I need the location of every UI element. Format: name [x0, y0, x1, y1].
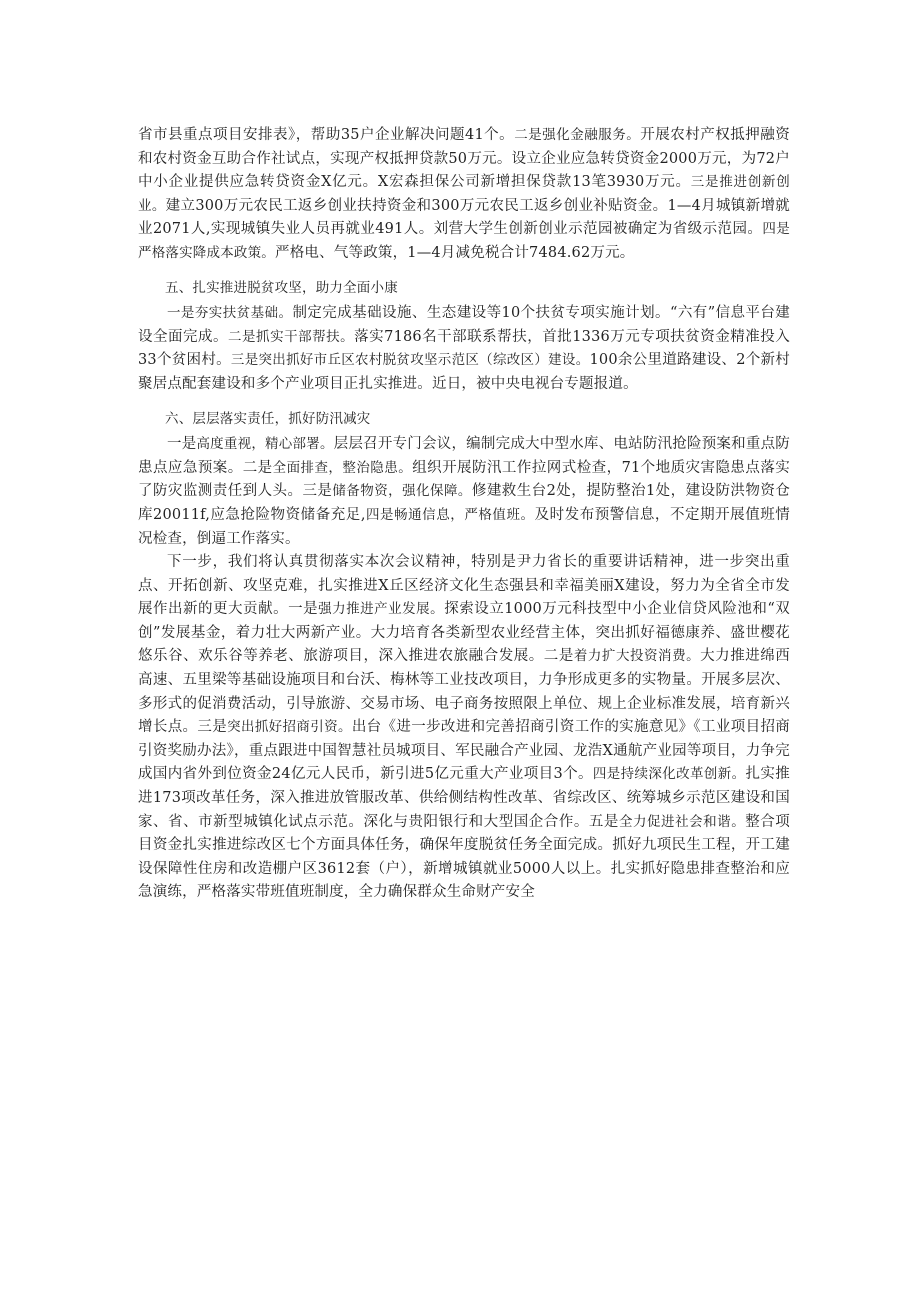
paragraph-next-steps	[138, 551, 790, 905]
document-page	[138, 124, 790, 905]
body-text: 一是	[167, 436, 197, 453]
keyword-text: 全面排查，整治隐患。	[272, 459, 413, 476]
body-text: 下一步，我们将认真贯彻落实本次会议精神，特别是尹力省长的重要讲话精神，进一步突出重点、开拓创新、攻坚克难，扎实推进X丘区经济文化生态强县和幸福美丽X建设，努力为全省全市发展作出新的更大贡献。一是	[138, 554, 790, 618]
paragraph-finance	[138, 124, 790, 266]
keyword-text: 突出抓好招商引资。	[227, 719, 352, 736]
keyword-text: 三是推进创新创业。	[138, 174, 791, 214]
keyword-text: 强力推进产业发展。	[318, 601, 445, 618]
body-text: 严格电、气等政策，1—4月减免税合计7484.62万元。	[275, 244, 635, 261]
body-text: 层层召开专门会议，编制完成大中型水库、电站防汛抢险预案和重点防患点应急预案。二是	[138, 436, 791, 476]
keyword-text: 全力促进社会和谐。	[618, 813, 746, 830]
keyword-text: 高度重视，精心部署。	[196, 436, 334, 453]
body-text: 制定完成基础设施、生态建设等10个扶贫专项实施计划。“六有”信息平台建设全面完成。	[138, 305, 790, 345]
keyword-text: 储备物资，强化保障。	[332, 483, 472, 500]
paragraph-flood	[138, 433, 790, 551]
keyword-text: 四是持续深化改革创新。	[592, 766, 746, 783]
body-text: 100余公里道路建设、2个新村聚居点配套建设和多个产业项目正扎实推进。近日，被中央电视台专题报道。	[138, 352, 790, 392]
body-text: 开展农村产权抵押融资和农村资金互助合作社试点，实现产权抵押贷款50万元。设立企业应急转贷资金2000万元，为72户中小企业提供应急转贷资金X亿元。X宏森担保公司新增担保贷款13笔3930万元。	[138, 127, 790, 191]
keyword-text: 二是强化金融服务。	[514, 127, 641, 143]
keyword-text: 一是夯实扶贫基础。	[167, 305, 293, 322]
paragraph-poverty	[138, 302, 790, 396]
body-text: 出台《进一步改进和完善招商引资工作的实施意见》《工业项目招商引资奖励办法》，重点跟进中国智慧社员城项目、军民融合产业园、龙浩X通航产业园等项目，力争完成国内省外到位资金24亿元人民币，新引进5亿元重大产业项目3个。	[138, 719, 790, 783]
body-text: 整合项目资金扎实推进综改区七个方面具体任务，确保年度脱贫任务全面完成。抓好九项民生工程，开工建设保障性住房和改造棚户区3612套（户），新增城镇就业5000人以上。扎实抓好隐患排查整治和应急演练，严格落实带班值班制度，全力确保群众生命财产安全	[138, 813, 790, 901]
keyword-text: 四是严格落实降成本政策。	[138, 221, 791, 261]
section-heading-5: 五、扎实推进脱贫攻坚，助力全面小康	[165, 279, 398, 296]
keyword-text: 二是抓实干部帮扶。	[228, 328, 355, 345]
body-text: 大力推进绵西高速、五里梁等基础设施项目和台沃、梅林等工业技改项目，力争形成更多的实物量。开展多层次、多形式的促消费活动，引导旅游、交易市场、电子商务按照限上单位、规上企业标准发展，培育新兴增长点。三是	[138, 648, 790, 736]
body-text: 省市县重点项目安排表》，帮助35户企业解决问题41个。	[138, 127, 515, 143]
keyword-text: 三是突出抓好市丘区农村脱贫攻坚示范区（综改区）建设。	[230, 352, 590, 369]
body-text: 探索设立1000万元科技型中小企业信贷风险池和“双创”发展基金，着力壮大两新产业。大力培育各类新型农业经营主体，突出抓好福德康养、盛世樱花悠乐谷、欢乐谷等养老、旅游项目，深入推进农旅融合发展。二是	[138, 601, 790, 665]
section-heading-6: 六、层层落实责任，抓好防汛减灾	[165, 410, 371, 427]
body-text: 落实7186名干部联系帮扶，首批1336万元专项扶贫资金精准投入33个贫困村。	[138, 328, 791, 369]
keyword-text: 着力扩大投资消费。	[573, 648, 701, 665]
body-text: 建立300万元农民工返乡创业扶持资金和300万元农民工返乡创业补贴资金。1—4月城镇新增就业2071人,实现城镇失业人员再就业491人。刘营大学生创新创业示范园被确定为省级示范园。	[138, 197, 790, 238]
body-text: 组织开展防汛工作拉网式检查，71个地质灾害隐患点落实了防灾监测责任到人头。三是	[138, 459, 790, 500]
keyword-text: 四是畅通信息，严格值班。	[365, 506, 535, 523]
body-text: 及时发布预警信息，不定期开展值班情况检查，倒逼工作落实。	[138, 506, 790, 547]
body-text: 扎实推进173项改革任务，深入推进放管服改革、供给侧结构性改革、省综改区、统筹城乡示范区建设和国家、省、市新型城镇化试点示范。深化与贵阳银行和大型国企合作。五是	[138, 766, 790, 830]
body-text: 修建救生台2处，提防整治1处，建设防洪物资仓库20011f,应急抢险物资储备充足,	[138, 483, 790, 523]
